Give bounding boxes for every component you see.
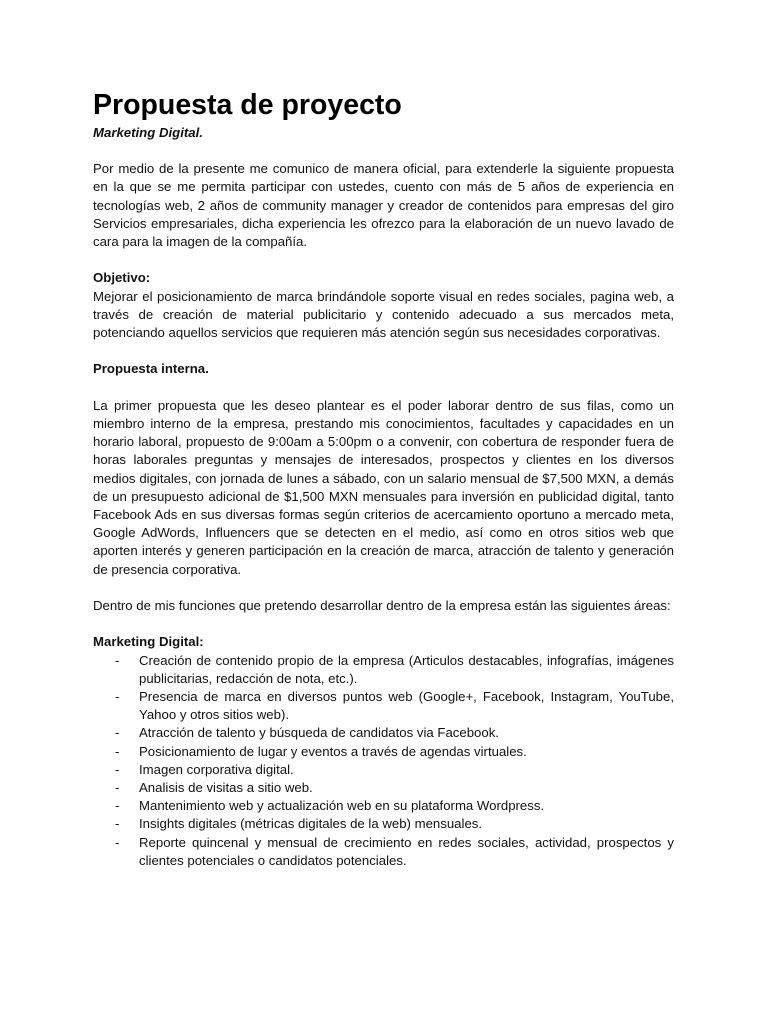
list-item <box>93 797 674 815</box>
list-item-text: Reporte quincenal y mensual de crecimiento en redes sociales, actividad, prospectos y clientes potenciales o candidatos potenciales. <box>139 834 674 868</box>
list-item <box>93 815 674 833</box>
subtitle: Marketing Digital. <box>93 125 203 140</box>
list-item <box>93 834 674 870</box>
list-item <box>93 761 674 779</box>
list-item <box>93 652 674 688</box>
internal-proposal-heading: Propuesta interna. <box>93 361 209 377</box>
list-dash: - <box>115 761 120 777</box>
list-item-text: Analisis de visitas a sitio web. <box>139 780 313 796</box>
list-item <box>93 688 674 724</box>
list-item-text: Atracción de talento y búsqueda de candidatos via Facebook. <box>139 725 499 741</box>
internal-proposal-paragraph: La primer propuesta que les deseo plantear es el poder laborar dentro de sus filas, como un miembro interno de la empresa, prestando mis conocimientos, facultades y capacidades en un horario laboral, propuesto de 9:00am a 5:00pm o a convenir, con cobertura de responder fuera de horas laborales preguntas y mensajes de interesados, prospectos y clientes en los diversos medios digitales, con jornada de lunes a sábado, con un salario mensual de $7,500 MXN, a demás de un presupuesto adicional de $1,500 MXN mensuales para inversión en publicidad digital, tanto Facebook Ads en sus diversas formas según criterios de acercamiento oportuno a mercado meta, Google AdWords, Influencers que se detecten en el medio, así como en otros sitios web que aporten interés y generen participación en la creación de marca, atracción de talento y generación de presencia corporativa. <box>93 397 674 577</box>
list-dash: - <box>115 725 120 741</box>
list-dash: - <box>115 689 120 705</box>
page-title: Propuesta de proyecto <box>93 89 402 121</box>
list-dash: - <box>115 652 120 668</box>
list-dash: - <box>115 798 120 814</box>
spacer <box>93 379 674 397</box>
marketing-list <box>93 652 674 870</box>
marketing-heading: Marketing Digital: <box>93 634 204 650</box>
list-item-text: Creación de contenido propio de la empresa (Articulos destacables, infografías, imágenes publicitarias, redacción de nota, etc.). <box>139 652 674 686</box>
list-item-text: Insights digitales (métricas digitales de la web) mensuales. <box>139 816 483 832</box>
list-item <box>93 724 674 742</box>
list-item-text: Posicionamiento de lugar y eventos a través de agendas virtuales. <box>139 743 527 759</box>
list-item-text: Presencia de marca en diversos puntos web (Google+, Facebook, Instagram, YouTube, Yahoo y otros sitios web). <box>139 689 674 723</box>
list-dash: - <box>115 834 120 850</box>
list-item-text: Imagen corporativa digital. <box>139 761 294 777</box>
spacer <box>93 615 674 633</box>
spacer <box>93 251 674 269</box>
spacer <box>93 579 674 597</box>
list-dash: - <box>115 743 120 759</box>
list-item <box>93 779 674 797</box>
list-dash: - <box>115 816 120 832</box>
objective-paragraph: Mejorar el posicionamiento de marca brindándole soporte visual en redes sociales, pagina web, a través de creación de material publicitario y contenido adecuado a sus mercados meta, potenciando aquellos servicios que requieren más atención según sus necesidades corporativas. <box>93 288 674 341</box>
spacer <box>93 342 674 360</box>
intro-paragraph: Por medio de la presente me comunico de manera oficial, para extenderle la siguiente propuesta en la que se me permita participar con ustedes, cuento con más de 5 años de experiencia en tecnologías web, 2 años de community manager y creador de contenidos para empresas del giro Servicios empresariales, dicha experiencia les ofrezco para la elaboración de un nuevo lavado de cara para la imagen de la compañía. <box>93 161 674 250</box>
list-dash: - <box>115 780 120 796</box>
list-item <box>93 743 674 761</box>
functions-paragraph: Dentro de mis funciones que pretendo desarrollar dentro de la empresa están las siguientes áreas: <box>93 598 671 614</box>
list-item-text: Mantenimiento web y actualización web en su plataforma Wordpress. <box>139 798 545 814</box>
document-page <box>93 86 674 870</box>
objective-heading: Objetivo: <box>93 270 151 286</box>
